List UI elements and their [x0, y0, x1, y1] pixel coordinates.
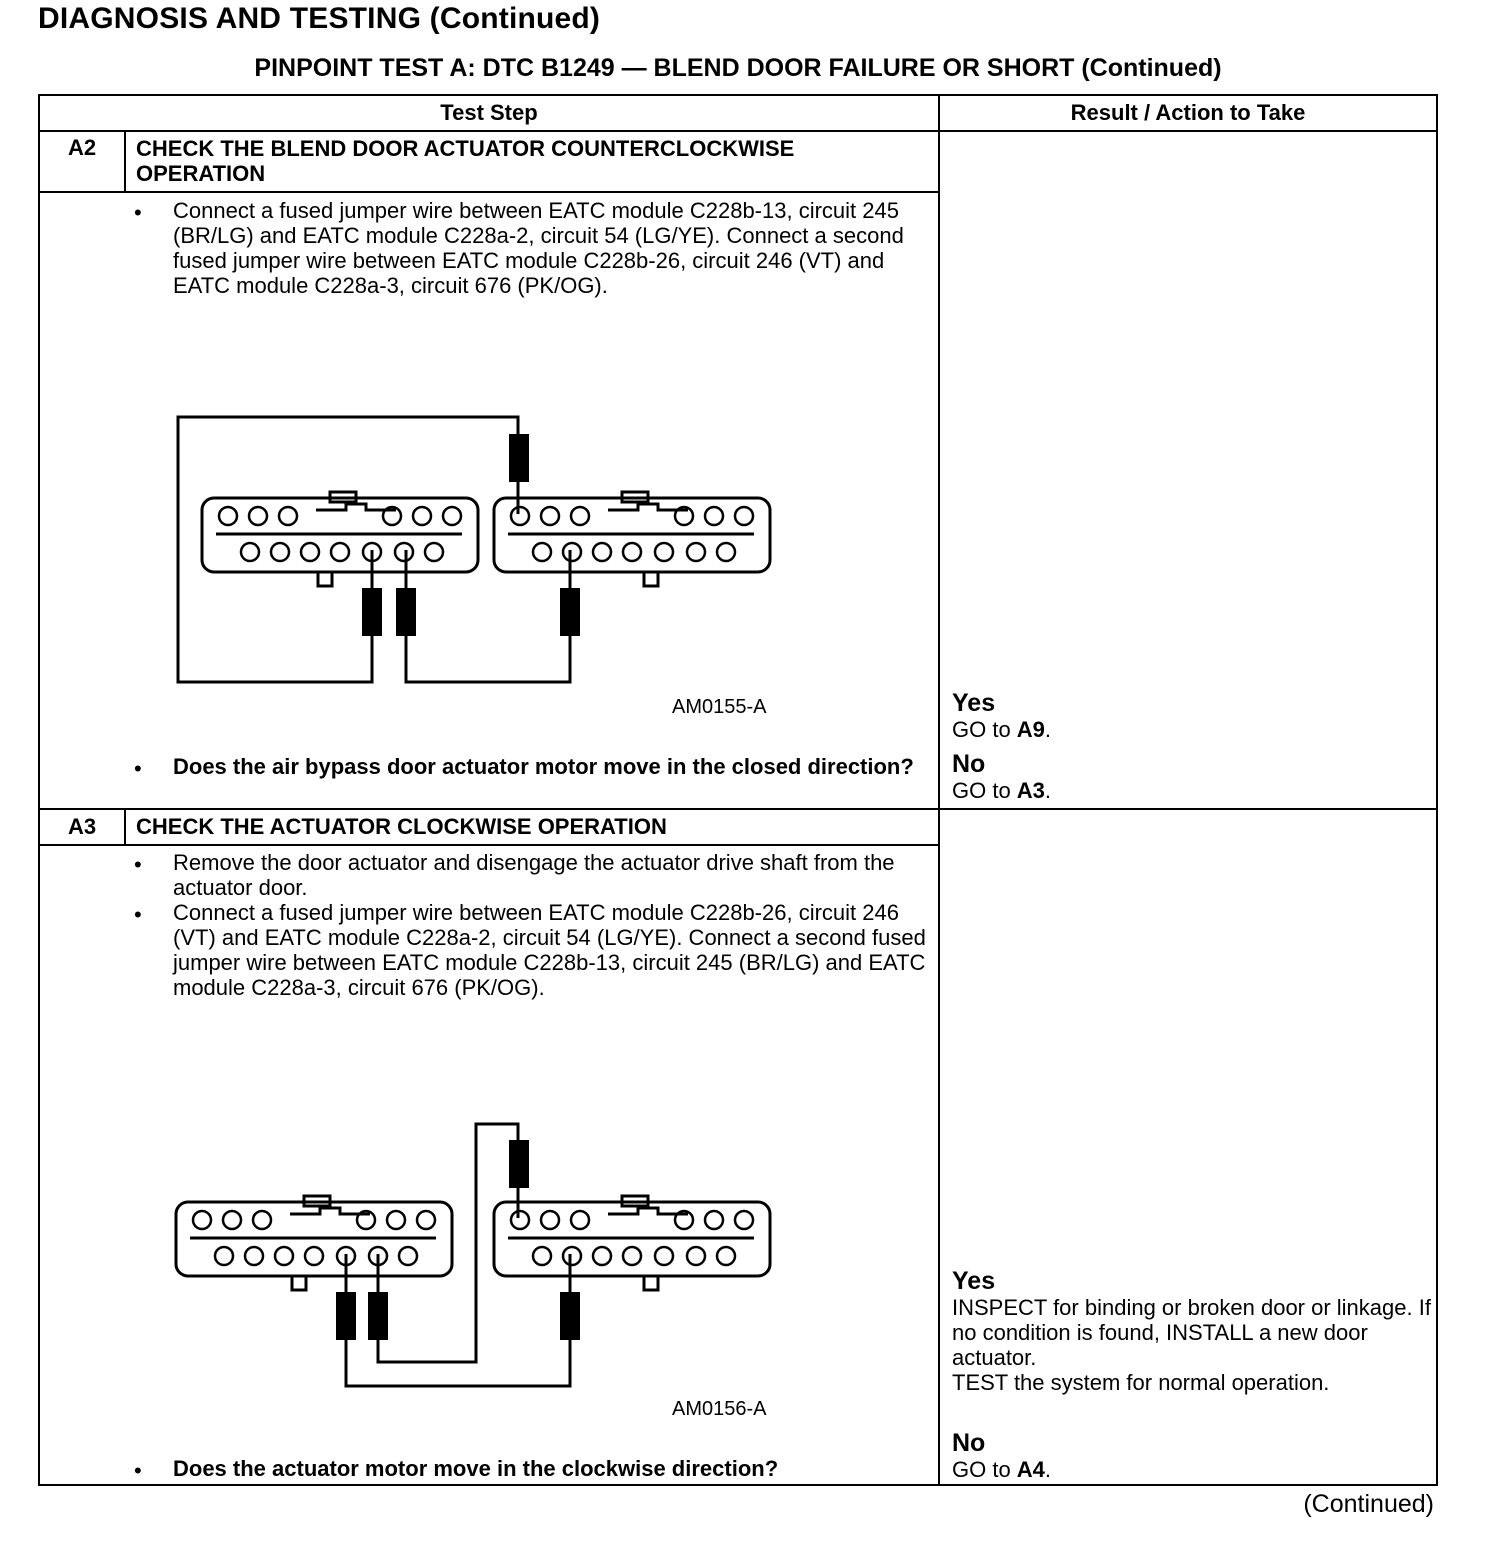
figure-label-am0156: AM0156-A — [672, 1398, 767, 1420]
bullet-marker: • — [134, 1458, 142, 1483]
step-a2-question: Does the air bypass door actuator motor move in the closed direction? — [173, 754, 914, 779]
page-heading: DIAGNOSIS AND TESTING (Continued) — [38, 2, 601, 35]
header-test-step: Test Step — [440, 100, 538, 125]
result-a3-yes — [952, 1268, 1432, 1395]
go-to-target: A9 — [1016, 717, 1045, 742]
step-a3-question: Does the actuator motor move in the clockwise direction? — [173, 1456, 779, 1481]
yes-action-test: TEST the system for normal operation. — [952, 1370, 1330, 1395]
go-to-target: A4 — [1016, 1457, 1045, 1482]
step-a2-instruction: Connect a fused jumper wire between EATC module C228b-13, circuit 245 (BR/LG) and EATC module C228a-2, circuit 54 (LG/YE). Connect a second fused jumper wire between EATC module C228b-26, circuit 246 (VT) and EATC module C228a-3, circuit 676 (PK/OG). — [173, 198, 904, 298]
continued-note: (Continued) — [1303, 1490, 1434, 1518]
result-a2-no: No GO to A3. — [952, 751, 1432, 803]
yes-action: GO to — [952, 717, 1017, 742]
bullet-marker: • — [134, 852, 142, 877]
figure-label-am0155: AM0155-A — [672, 696, 767, 718]
bullet-marker: • — [134, 200, 142, 225]
no-label: No — [952, 1429, 986, 1457]
no-action: GO to — [952, 1457, 1017, 1482]
yes-label: Yes — [952, 1267, 996, 1295]
result-a2-yes: Yes GO to A9. — [952, 690, 1432, 742]
step-title-a2: CHECK THE BLEND DOOR ACTUATOR COUNTERCLOCKWISE OPERATION — [136, 136, 795, 186]
result-a3-no: No GO to A4. — [952, 1430, 1432, 1482]
step-id-a3: A3 — [67, 814, 97, 839]
step-title-a3: CHECK THE ACTUATOR CLOCKWISE OPERATION — [136, 814, 667, 839]
no-label: No — [952, 750, 986, 778]
yes-label: Yes — [952, 689, 996, 717]
bullet-marker: • — [134, 902, 142, 927]
step-a3-instruction-2: Connect a fused jumper wire between EATC module C228b-26, circuit 246 (VT) and EATC module C228a-2, circuit 54 (LG/YE). Connect a second fused jumper wire between EATC module C228b-13, circuit 245 (BR/LG) and EATC module C228a-3, circuit 676 (PK/OG). — [173, 900, 926, 1000]
step-id-a2: A2 — [67, 135, 97, 160]
no-action: GO to — [952, 778, 1017, 803]
yes-action: INSPECT for binding or broken door or linkage. If no condition is found, INSTALL a new door actuator. — [952, 1295, 1431, 1370]
header-result-action: Result / Action to Take — [1070, 100, 1306, 125]
go-to-target: A3 — [1016, 778, 1045, 803]
wiring-diagram-am0155 — [172, 412, 772, 690]
wiring-diagram-am0156 — [172, 1118, 772, 1394]
step-a3-instruction-1: Remove the door actuator and disengage the actuator drive shaft from the actuator door. — [173, 850, 895, 900]
pinpoint-test-table — [38, 94, 1438, 1486]
bullet-marker: • — [134, 756, 142, 781]
pinpoint-test-title: PINPOINT TEST A: DTC B1249 — BLEND DOOR FAILURE OR SHORT (Continued) — [254, 54, 1222, 82]
